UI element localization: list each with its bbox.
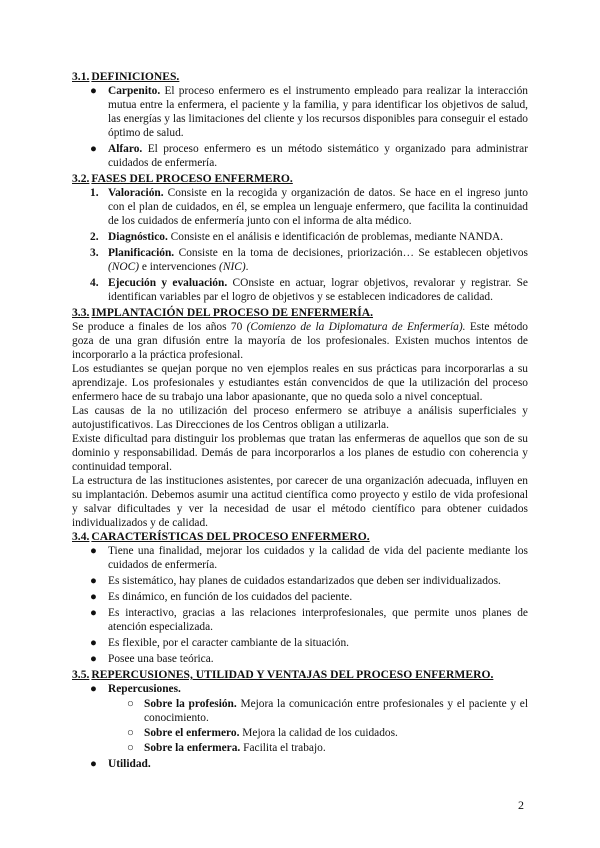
repercussions-list <box>72 682 528 771</box>
bullet-icon: ● <box>90 637 97 649</box>
list-item: ● Posee una base teórica. <box>90 653 214 665</box>
section-heading-caracteristicas: 3.4. CARACTERÍSTICAS DEL PROCESO ENFERMERO. <box>72 530 370 543</box>
bullet-icon: ● <box>90 607 97 619</box>
section-heading-repercusiones: 3.5. REPERCUSIONES, UTILIDAD Y VENTAJAS DEL PROCESO ENFERMERO. <box>72 668 494 681</box>
bullet-icon: ● <box>90 143 97 155</box>
sub-list-item: ○ Sobre el enfermero. Mejora la calidad de los cuidados. <box>127 727 398 739</box>
bullet-icon: ● <box>90 85 97 97</box>
list-item: 4. Ejecución y evaluación. COnsiste en actuar, lograr objetivos, revalorar y registrar. Se identifican variables par el logro de objetivos y se establecen indicadores de calidad. <box>90 277 528 303</box>
list-item: ● Utilidad. <box>90 758 151 770</box>
bullet-icon: ● <box>90 653 97 665</box>
definitions-list <box>72 84 528 170</box>
list-item: ● Es interactivo, gracias a las relaciones interprofesionales, que permite unos planes de atención especializada. <box>90 607 528 633</box>
list-item: ● Es dinámico, en función de los cuidados del paciente. <box>90 591 353 603</box>
bullet-icon: ● <box>90 591 97 603</box>
bullet-icon: ● <box>90 545 97 557</box>
section-heading-implantacion: 3.3. IMPLANTACIÓN DEL PROCESO DE ENFERMERÍA. <box>72 306 373 319</box>
sub-list-item: ○ Sobre la profesión. Mejora la comunicación entre profesionales y el paciente y el conocimiento. <box>127 698 528 724</box>
circle-bullet-icon: ○ <box>127 742 134 754</box>
phases-list <box>72 186 528 304</box>
list-item: ● Carpenito. El proceso enfermero es el instrumento empleado para realizar la interacción mutua entre la enfermera, el paciente y la familia, y para identificar los objetivos de salud, las energías y las limitaciones del cliente y los recursos disponibles para conseguir el estado óptimo de salud. <box>90 85 528 139</box>
bullet-icon: ● <box>90 683 97 695</box>
list-item: ● Tiene una finalidad, mejorar los cuidados y la calidad de vida del paciente mediante los cuidados de enfermería. <box>90 545 528 571</box>
document-page <box>72 70 528 773</box>
list-item: ● Alfaro. El proceso enfermero es un método sistemático y organizado para administrar cuidados de enfermería. <box>90 143 528 169</box>
paragraph: Se produce a finales de los años 70 (Comienzo de la Diplomatura de Enfermería). Este método goza de una gran difusión entre la mayoría de los profesionales. Existen muchos intentos de incorporarlo a la práctica profesional. <box>72 321 528 361</box>
list-item: ● Repercusiones. ○ Sobre la profesión. Mejora la comunicación entre profesionales y el paciente y el conocimiento. ○ Sobre el enfermero. Mejora la calidad de los cuidados. ○ Sobre la enfermera. Facilita el trabajo. <box>72 682 528 755</box>
list-item: ● Es flexible, por el caracter cambiante de la situación. <box>90 637 349 649</box>
paragraph: Las causas de la no utilización del proceso enfermero se atribuye a análisis superficiales y autojustificativos. Las Direcciones de los Centros obligan a utilizarla. <box>72 405 528 431</box>
section-heading-definiciones: 3.1. DEFINICIONES. <box>72 70 180 83</box>
section-heading-fases: 3.2. FASES DEL PROCESO ENFERMERO. <box>72 172 293 185</box>
list-item: ● Es sistemático, hay planes de cuidados estandarizados que deben ser individualizados. <box>90 575 501 587</box>
bullet-icon: ● <box>90 575 97 587</box>
sub-list-item: ○ Sobre la enfermera. Facilita el trabajo. <box>127 742 326 754</box>
paragraph: La estructura de las instituciones asistentes, por carecer de una organización adecuada, influyen en su implantación. Debemos asumir una actitud científica como proyecto y estilo de vida profesional y salvar dificultades y ver la necesidad de usar el método científico para obtener cuidados individualizados y de calidad. <box>72 475 528 529</box>
sub-list <box>108 697 528 755</box>
list-item: 3. Planificación. Consiste en la toma de decisiones, priorización… Se establecen objetivos (NOC) e intervenciones (NIC). <box>90 247 528 273</box>
paragraph: Existe dificultad para distinguir los problemas que tratan las enfermeras de aquellos que son de su dominio y responsabilidad. Demás de para incorporarlos a los planes de estudio con coherencia y continuidad temporal. <box>72 433 528 473</box>
circle-bullet-icon: ○ <box>127 727 134 739</box>
circle-bullet-icon: ○ <box>127 698 134 710</box>
list-item: 1. Valoración. Consiste en la recogida y organización de datos. Se hace en el ingreso junto con el plan de cuidados, en él, se emplea un lenguaje enfermero, que facilita la continuidad de los cuidados de enfermería junto con el informa de alta médico. <box>90 187 528 227</box>
characteristics-list <box>72 544 528 666</box>
list-item: 2. Diagnóstico. Consiste en el análisis e identificación de problemas, mediante NANDA. <box>90 231 504 243</box>
bullet-icon: ● <box>90 758 97 770</box>
page-number: 2 <box>518 798 524 812</box>
paragraph: Los estudiantes se quejan porque no ven ejemplos reales en sus prácticas para incorporarlas a su aprendizaje. Los profesionales y estudiantes están convencidos de que la utilización del proceso enfermero hace de su trabajo una labor apasionante, que no queda solo a nivel conceptual. <box>72 363 528 403</box>
